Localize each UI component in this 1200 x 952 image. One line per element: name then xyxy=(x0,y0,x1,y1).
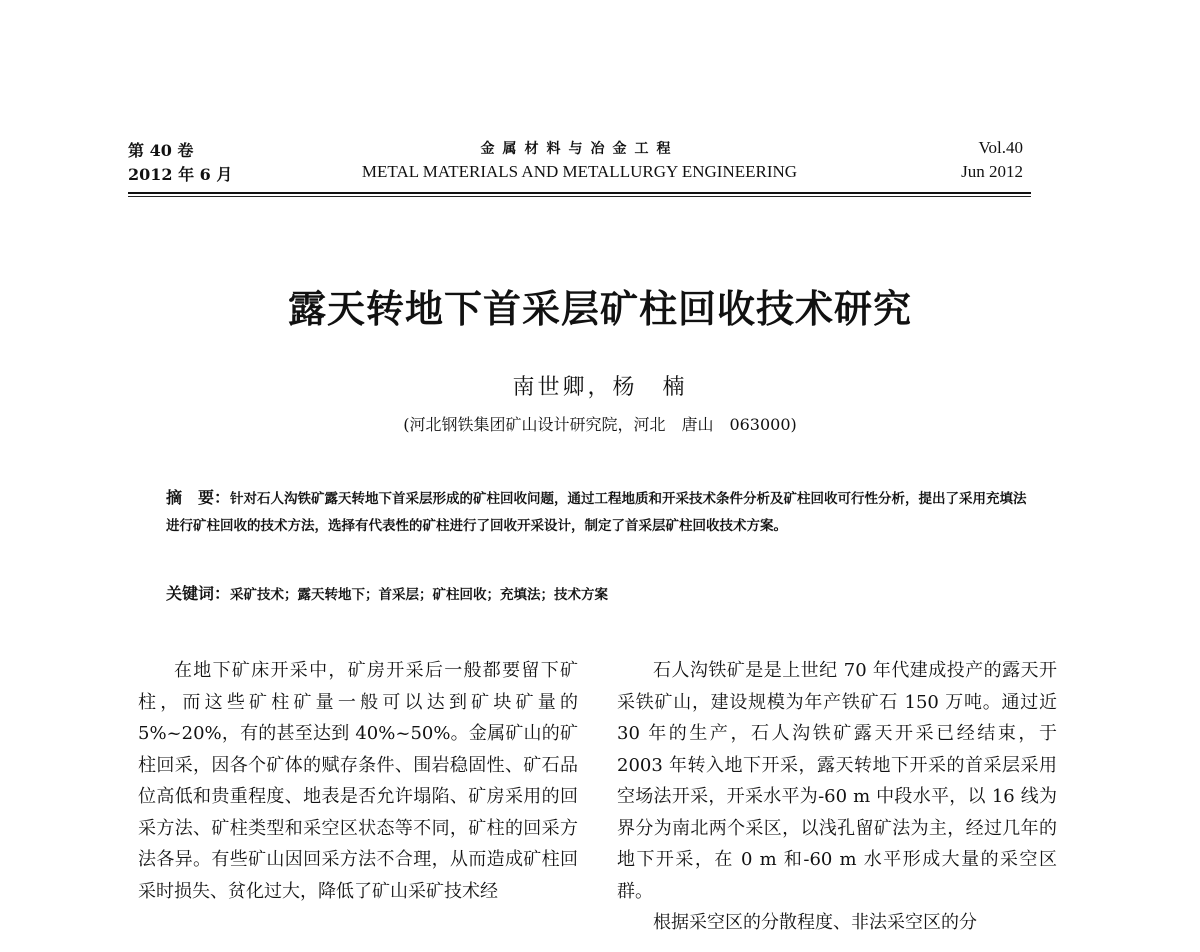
header-rule-thick xyxy=(128,192,1031,194)
body-paragraph: 根据采空区的分散程度、非法采空区的分 xyxy=(653,912,977,933)
body-paragraph: 石人沟铁矿是是上世纪 70 年代建成投产的露天开采铁矿山，建设规模为年产铁矿石 150 万吨。通过近 30 年的生产，石人沟铁矿露天开采已经结束，于 2003 年转入地下开采，露天转地下开采的首采层采用空场法开采，开采水平为-60 m 中段水平，以 16 线为界分为南北两个采区，以浅孔留矿法为主，经过几年的地下开采，在 0 m 和-60 m 水平形成大量的采空区群。 xyxy=(617,660,1057,902)
article-title: 露天转地下首采层矿柱回收技术研究 xyxy=(287,287,912,331)
abstract xyxy=(166,484,1036,540)
abstract-label: 摘 要： xyxy=(166,488,231,507)
body-paragraph: 在地下矿床开采中，矿房开采后一般都要留下矿柱，而这些矿柱矿量一般可以达到矿块矿量的 5%~20%，有的甚至达到 40%~50%。金属矿山的矿柱回采，因各个矿体的赋存条件、围岩稳固性、矿石品位高低和贵重程度、地表是否允许塌陷、矿房采用的回采方法、矿柱类型和采空区状态等不同，矿柱的回采方法各异。有些矿山因回采方法不合理，从而造成矿柱回采时损失、贫化过大，降低了矿山采矿技术经 xyxy=(138,660,578,902)
journal-name-cn: 金属材料与冶金工程 xyxy=(480,141,679,157)
keywords-label: 关键词： xyxy=(166,584,231,603)
keywords xyxy=(166,581,1036,604)
running-header xyxy=(128,138,1031,186)
header-rule-thin xyxy=(128,196,1031,197)
body-column-left xyxy=(138,655,578,907)
journal-name-en: METAL MATERIALS AND METALLURGY ENGINEERING xyxy=(361,162,798,181)
keywords-text: 采矿技术；露天转地下；首采层；矿柱回收；充填法；技术方案 xyxy=(230,587,609,603)
header-rule xyxy=(128,192,1031,197)
volume-cn: 第 40 卷 xyxy=(128,141,194,160)
body-column-right xyxy=(617,655,1057,939)
article-affiliation: (河北钢铁集团矿山设计研究院，河北 唐山 063000) xyxy=(403,415,797,434)
abstract-text: 针对石人沟铁矿露天转地下首采层形成的矿柱回收问题，通过工程地质和开采技术条件分析及矿柱回收可行性分析，提出了采用充填法进行矿柱回收的技术方法，选择有代表性的矿柱进行了回收开采设计，制定了首采层矿柱回收技术方案。 xyxy=(166,491,1027,534)
volume-en: Vol.40 xyxy=(978,138,1023,157)
article-authors: 南世卿，杨 楠 xyxy=(512,375,688,400)
date-cn: 2012 年 6 月 xyxy=(128,165,233,184)
date-en: Jun 2012 xyxy=(961,162,1023,181)
